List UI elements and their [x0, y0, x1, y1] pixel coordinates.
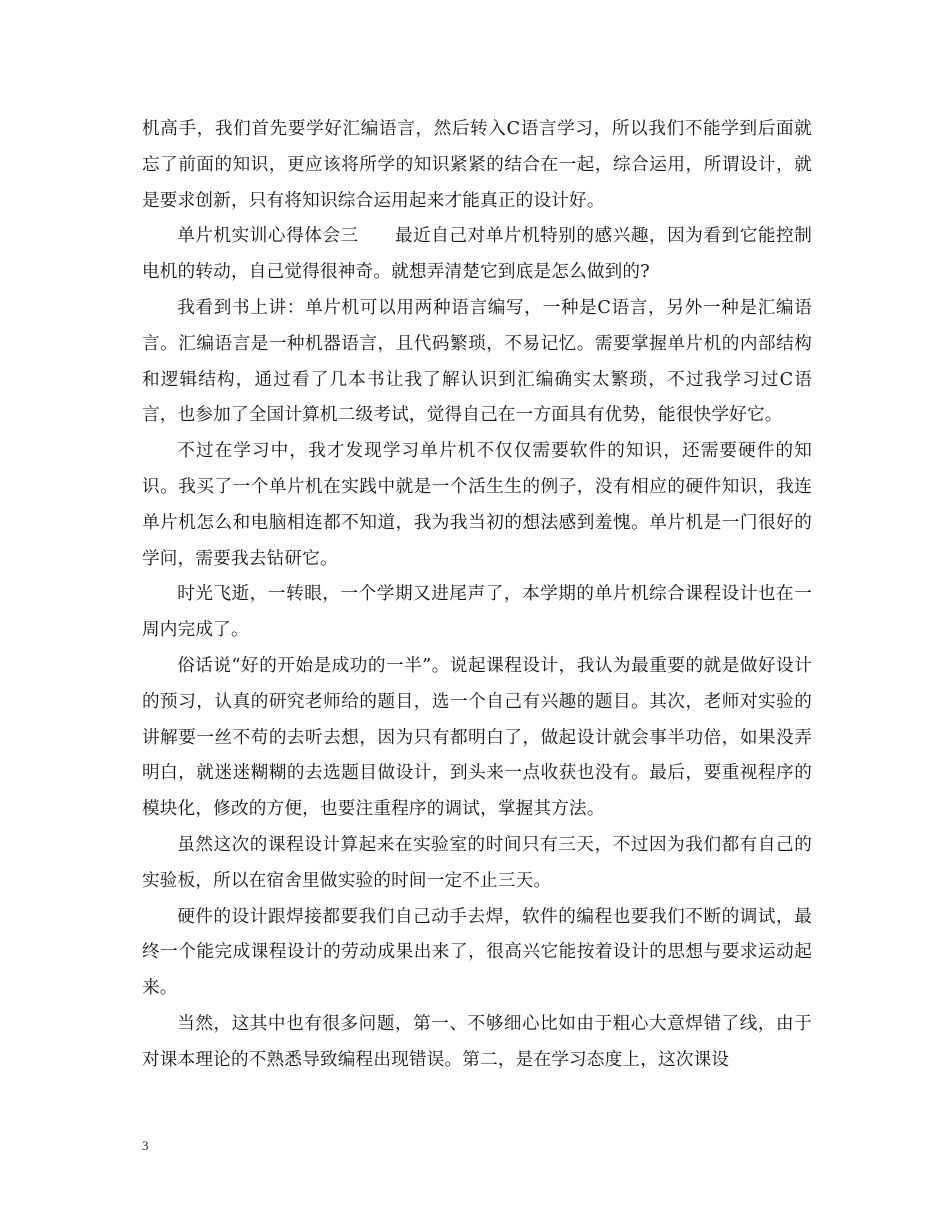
paragraph-4: 不过在学习中，我才发现学习单片机不仅仅需要软件的知识，还需要硬件的知识。我买了一个单片机在实践中就是一个活生生的例子，没有相应的硬件知识，我连单片机怎么和电脑相连都不知道，我为我当初的想法感到羞愧。单片机是一门很好的学问，需要我去钻研它。 [142, 441, 812, 569]
paragraph-5: 时光飞逝，一转眼，一个学期又进尾声了，本学期的单片机综合课程设计也在一周内完成了。 [142, 584, 812, 641]
page-number: 3 [142, 1138, 149, 1153]
document-body [142, 112, 812, 1079]
paragraph-6: 俗话说“好的开始是成功的一半”。说起课程设计，我认为最重要的就是做好设计的预习，认真的研究老师给的题目，选一个自己有兴趣的题目。其次，老师对实验的讲解要一丝不苟的去听去想，因为只有都明白了，做起设计就会事半功倍，如果没弄明白，就迷迷糊糊的去选题目做设计，到头来一点收获也没有。最后，要重视程序的模块化，修改的方便，也要注重程序的调试，掌握其方法。 [142, 655, 812, 820]
paragraph-1: 机高手，我们首先要学好汇编语言，然后转入C语言学习，所以我们不能学到后面就忘了前面的知识，更应该将所学的知识紧紧的结合在一起，综合运用，所谓设计，就是要求创新，只有将知识综合运用起来才能真正的设计好。 [142, 119, 812, 211]
paragraph-8: 硬件的设计跟焊接都要我们自己动手去焊，软件的编程也要我们不断的调试，最终一个能完成课程设计的劳动成果出来了，很高兴它能按着设计的思想与要求运动起来。 [142, 906, 812, 999]
paragraph-9: 当然，这其中也有很多问题，第一、不够细心比如由于粗心大意焊错了线，由于对课本理论的不熟悉导致编程出现错误。第二，是在学习态度上，这次课设 [142, 1013, 812, 1070]
paragraph-3: 我看到书上讲：单片机可以用两种语言编写，一种是C语言，另外一种是汇编语言。汇编语言是一种机器语言，且代码繁琐，不易记忆。需要掌握单片机的内部结构和逻辑结构，通过看了几本书让我了解认识到汇编确实太繁琐，不过我学习过C语言，也参加了全国计算机二级考试，觉得自己在一方面具有优势，能很快学好它。 [142, 297, 812, 426]
paragraph-2: 单片机实训心得体会三 最近自己对单片机特别的感兴趣，因为看到它能控制电机的转动，自己觉得很神奇。就想弄清楚它到底是怎么做到的? [142, 226, 812, 283]
paragraph-7: 虽然这次的课程设计算起来在实验室的时间只有三天，不过因为我们都有自己的实验板，所以在宿舍里做实验的时间一定不止三天。 [142, 834, 812, 891]
